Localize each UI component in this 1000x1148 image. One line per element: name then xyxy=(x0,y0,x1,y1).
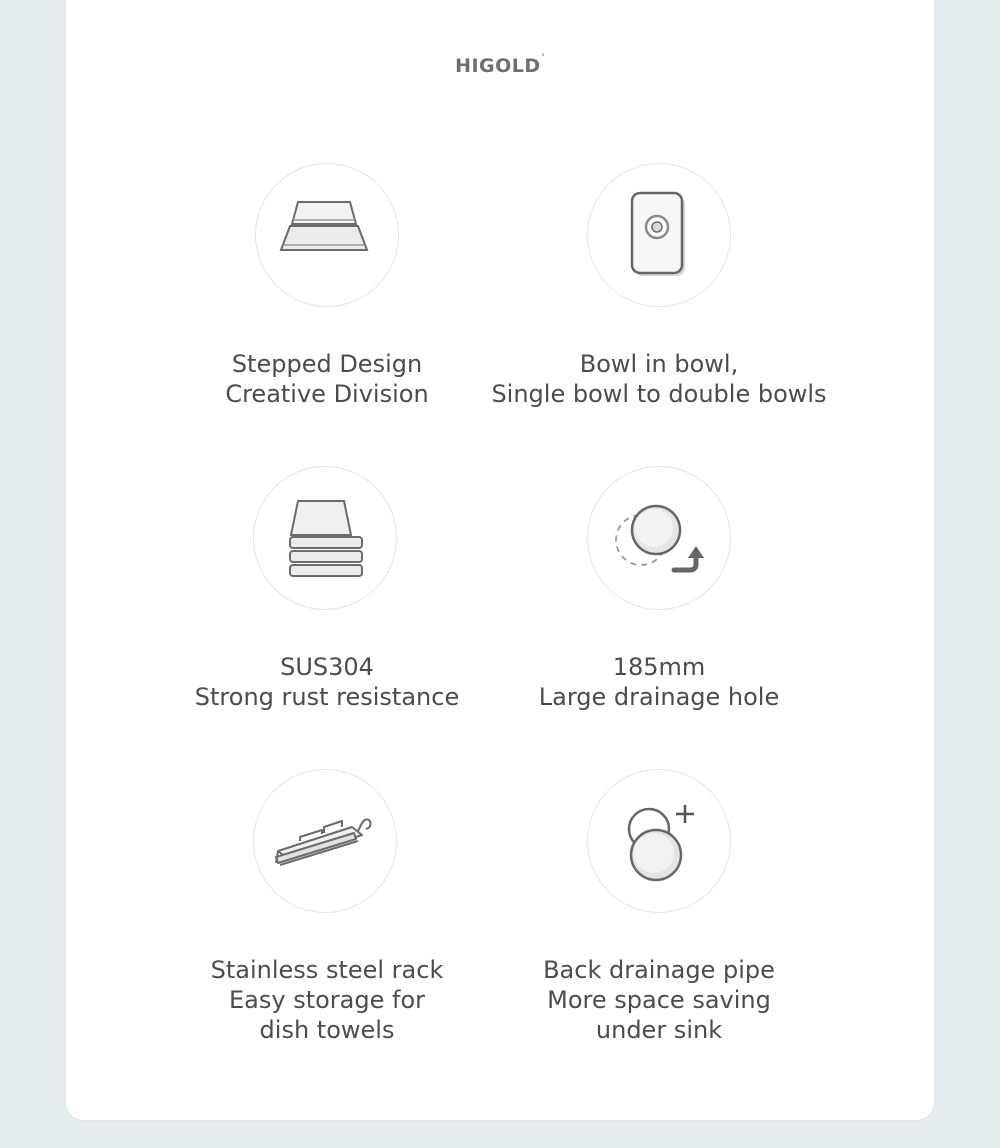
feature-caption-stepped-design: Stepped Design Creative Division xyxy=(225,350,429,408)
stepped-design-icon xyxy=(255,163,399,307)
drainage-hole-icon xyxy=(587,466,731,610)
stainless-layers-icon xyxy=(253,466,397,610)
feature-caption-back-drainage: Back drainage pipe More space saving under sink xyxy=(543,956,775,1044)
feature-caption-sus304: SUS304 Strong rust resistance xyxy=(194,653,460,711)
feature-caption-drainage-hole: 185mm Large drainage hole xyxy=(538,653,780,711)
feature-card xyxy=(66,0,934,1120)
steel-rack-icon xyxy=(253,769,397,913)
brand-logo: HIGOLD' xyxy=(455,53,545,77)
feature-caption-steel-rack: Stainless steel rack Easy storage for dish towels xyxy=(210,956,444,1044)
bowl-in-bowl-icon xyxy=(587,163,731,307)
feature-caption-bowl-in-bowl: Bowl in bowl, Single bowl to double bowls xyxy=(491,350,827,408)
back-drainage-pipe-icon xyxy=(587,769,731,913)
